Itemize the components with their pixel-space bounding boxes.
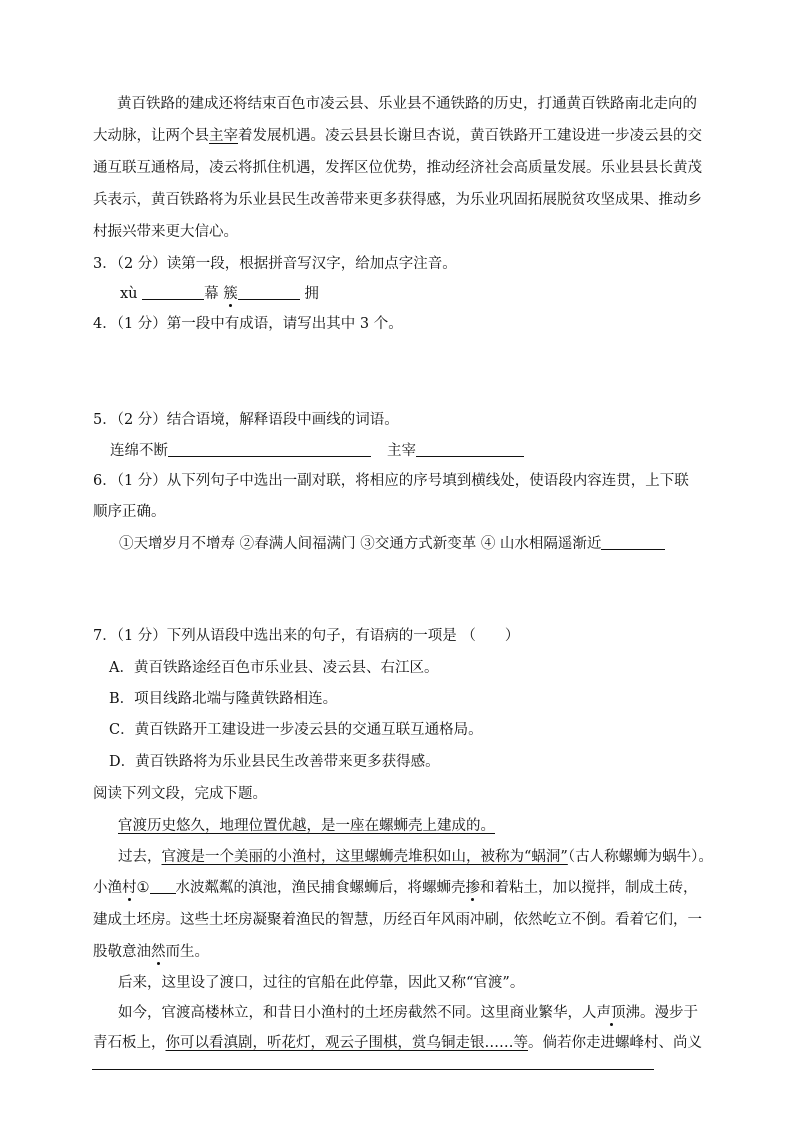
reading-text: 小渔 <box>93 880 122 896</box>
question-3-stem: 3．（2 分）读第一段，根据拼音写汉字，给加点字注音。 <box>93 256 457 272</box>
reading-sentence-underlined: 官渡历史悠久，地理位置优越，是一座在螺蛳壳上建成的。 <box>118 818 495 834</box>
term-lianmian: 连绵不断 <box>110 443 168 459</box>
term-zhuzai: 主宰 <box>387 443 416 459</box>
reading-line-8 <box>93 1033 702 1053</box>
word-yong: 拥 <box>304 286 319 302</box>
passage-line-2 <box>93 126 702 146</box>
reading-text: 。倘若你走进螺峰村、尚义 <box>528 1035 702 1051</box>
answer-blank[interactable] <box>150 879 176 894</box>
dotted-idiom: 人声顶沸 <box>582 1005 640 1021</box>
passage-text: 着发展机遇。凌云县县长谢旦杏说，黄百铁路开工建设进一步凌云县的交 <box>238 128 702 144</box>
reading-line-5 <box>93 942 209 962</box>
reading-underlined: 官渡是一个美丽的小渔村，这里螺蛳壳堆积如山，被称为“蜗洞” <box>161 849 568 865</box>
pinyin-xu: xù <box>120 286 138 302</box>
option-d[interactable]: D．黄百铁路将为乐业县民生改善带来更多获得感。 <box>109 754 440 770</box>
answer-blank[interactable] <box>238 285 300 300</box>
reading-text: 。漫步于 <box>640 1005 698 1021</box>
reading-underlined: 你可以看滇剧，听花灯，观云子围棋，赏乌铜走银……等 <box>165 1035 528 1051</box>
couplet-options: ①天增岁月不增寿 ②春满人间福满门 ③交通方式新变革 ④ 山水相隔遥渐近 <box>119 536 602 552</box>
option-a[interactable]: A．黄百铁路途经百色市乐业县、凌云县、右江区。 <box>109 660 439 676</box>
question-6-stem-line-1: 6．（1 分）从下列句子中选出一副对联，将相应的序号填到横线处，使语段内容连贯，上下联 <box>93 473 689 489</box>
question-3-answer-line <box>120 284 319 304</box>
reading-line-3 <box>93 878 698 898</box>
answer-blank[interactable] <box>168 442 371 457</box>
question-6-stem-line-2: 顺序正确。 <box>93 504 166 520</box>
reading-line-4: 建成土坯房。这些土坯房凝聚着渔民的智慧，历经百年风雨冲刷，依然屹立不倒。看着它们，一 <box>93 912 702 928</box>
blank-number: ① <box>136 880 150 896</box>
dotted-idiom: 油然而 <box>136 944 180 960</box>
reading-text: 生。 <box>180 944 209 960</box>
dotted-char-cun: 村 <box>122 880 137 896</box>
word-mu: 幕 <box>204 286 219 302</box>
reading-text: 青石板上， <box>93 1035 166 1051</box>
question-4-stem: 4．（1 分）第一段中有成语，请写出其中 3 个。 <box>93 316 403 332</box>
passage-line-5: 村振兴带来更大信心。 <box>93 224 238 240</box>
reading-text: （古人称螺蛳为蜗牛）。 <box>567 849 713 865</box>
reading-text: 如今，官渡高楼林立，和昔日小渔村的土坯房截然不同。这里商业繁华， <box>118 1005 582 1021</box>
passage-text: 大动脉，让两个县 <box>93 128 209 144</box>
reading-line-6: 后来，这里设了渡口，过往的官船在此停靠，因此又称“官渡”。 <box>118 975 525 991</box>
reading-text: 股敬意 <box>93 944 137 960</box>
dotted-char-chan: 掺 <box>465 880 480 896</box>
reading-text: 水波粼粼的滇池，渔民捕食螺蛳后，将螺蛳壳 <box>175 880 466 896</box>
passage-line-3: 通互联互通格局，凌云将抓住机遇，发挥区位优势，推动经济社会高质量发展。乐业县县长黄茂 <box>93 160 702 176</box>
answer-blank[interactable] <box>601 535 665 550</box>
answer-blank[interactable] <box>142 285 204 300</box>
bottom-rule <box>92 1069 654 1070</box>
question-6-options <box>119 534 665 554</box>
reading-text: 过去， <box>118 849 162 865</box>
question-5-stem: 5．（2 分）结合语境，解释语段中画线的词语。 <box>93 412 399 428</box>
reading-intro: 阅读下列文段，完成下题。 <box>93 786 267 802</box>
option-c[interactable]: C．黄百铁路开工建设进一步凌云县的交通互联互通格局。 <box>109 722 483 738</box>
reading-line-2 <box>118 847 713 867</box>
answer-blank[interactable] <box>416 442 524 457</box>
option-b[interactable]: B．项目线路北端与隆黄铁路相连。 <box>109 691 338 707</box>
reading-line-7 <box>118 1003 698 1023</box>
reading-text: 和着粘土，加以搅拌，制成土砖， <box>480 880 698 896</box>
passage-line-4: 兵表示，黄百铁路将为乐业县民生改善带来更多获得感，为乐业巩固拓展脱贫攻坚成果、推动乡 <box>93 192 702 208</box>
question-5-answer-line <box>110 441 524 461</box>
dotted-char-cu: 簇 <box>223 286 238 302</box>
passage-line-1: 黄百铁路的建成还将结束百色市凌云县、乐业县不通铁路的历史，打通黄百铁路南北走向的 <box>117 96 697 112</box>
underlined-word-zhuzai: 主宰 <box>209 128 238 144</box>
question-7-stem: 7．（1 分）下列从语段中选出来的句子，有语病的一项是 （ ） <box>93 628 520 644</box>
